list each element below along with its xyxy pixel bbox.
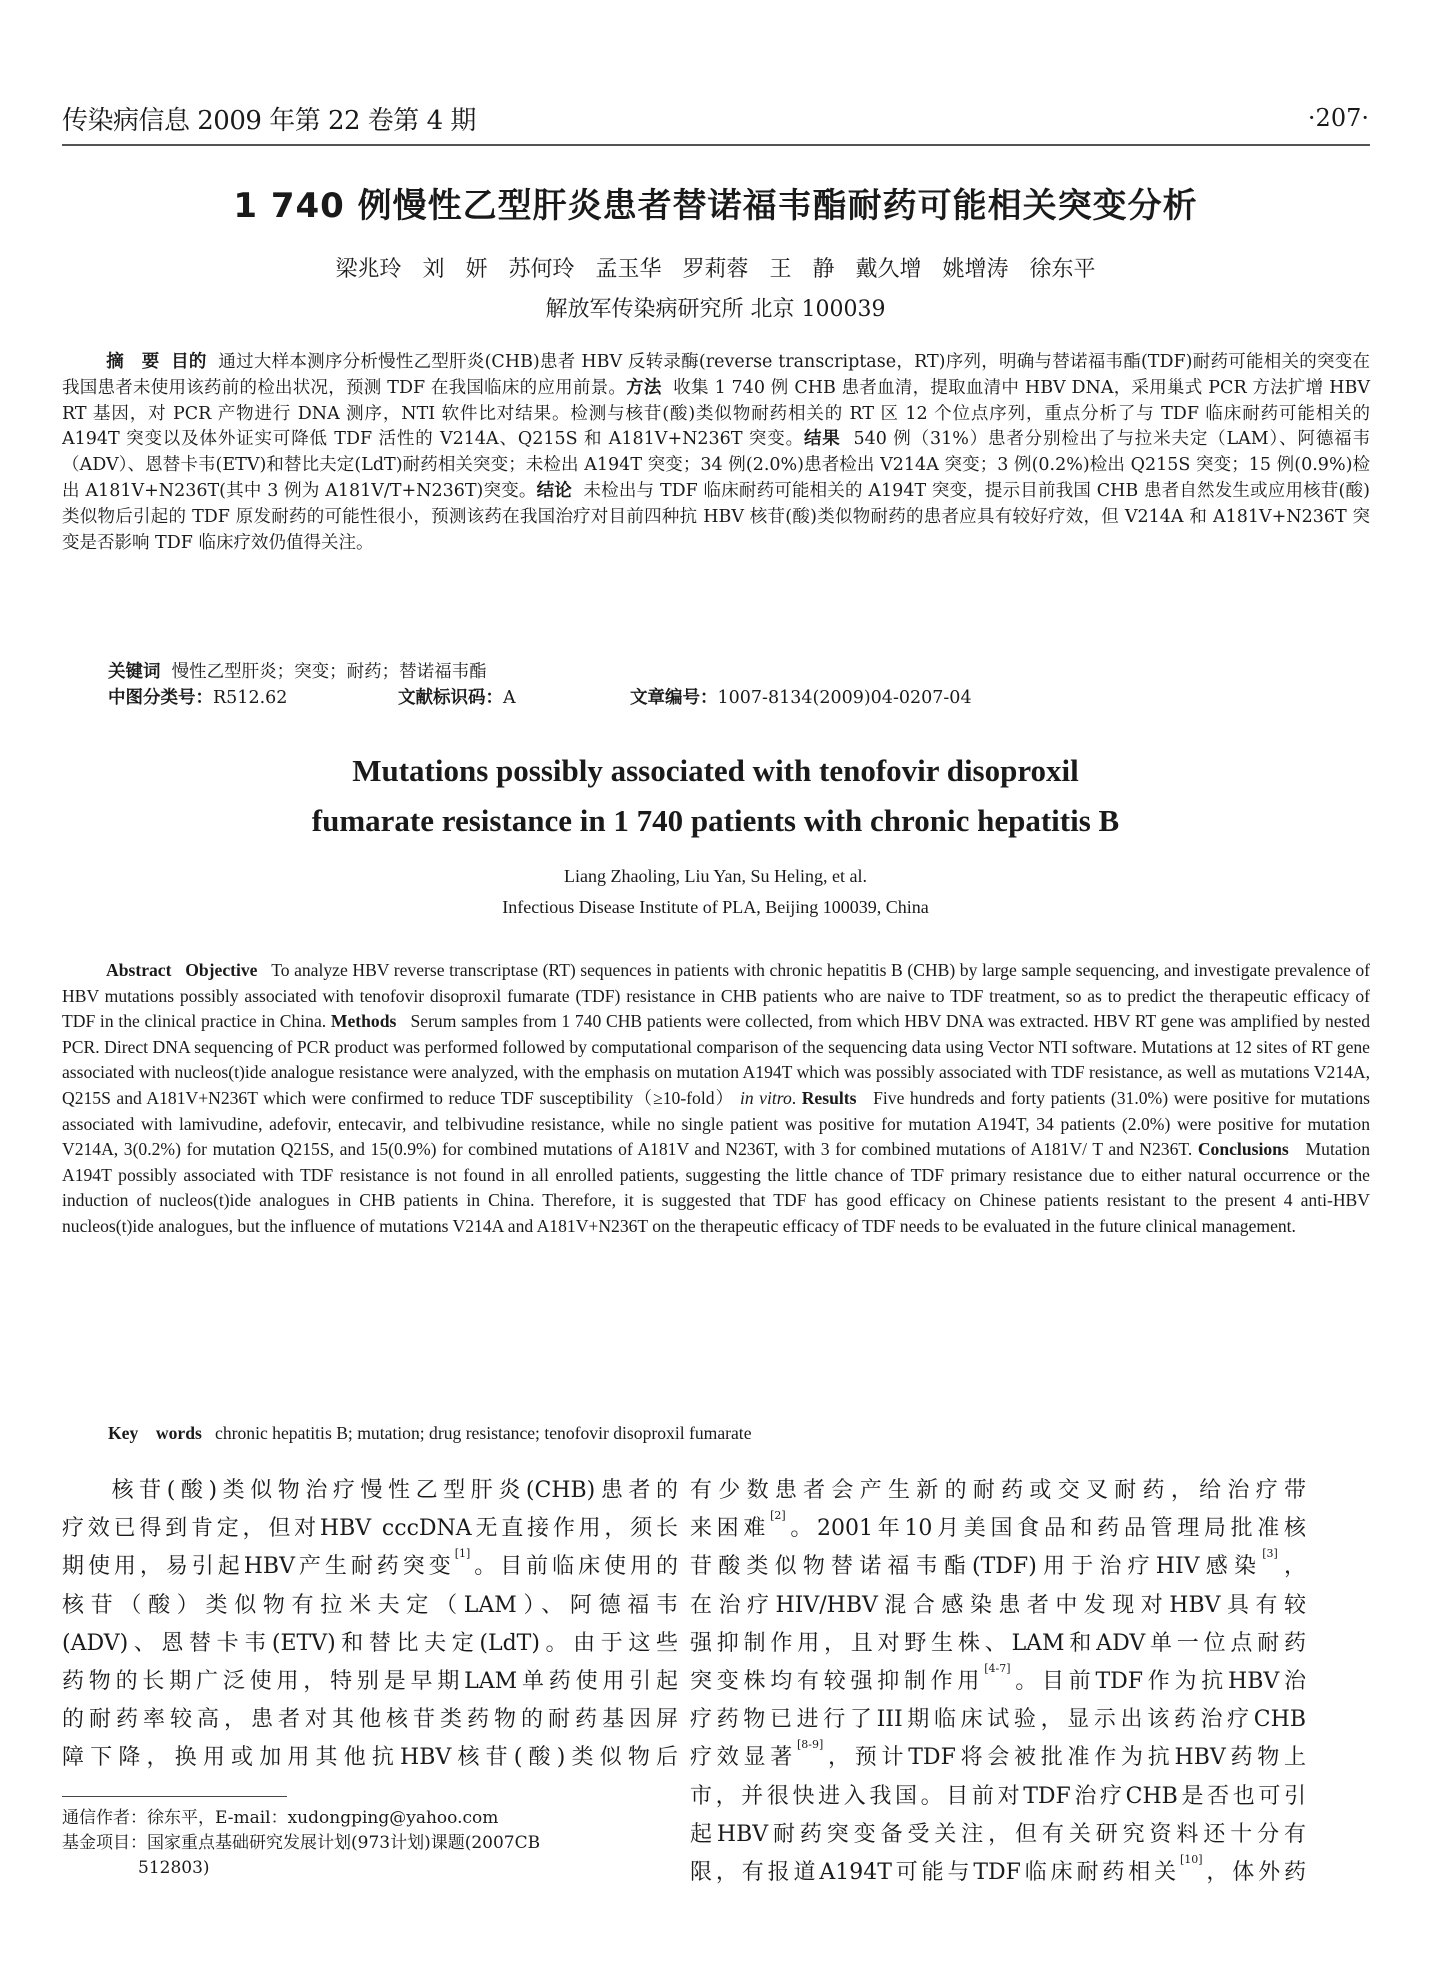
doc-code-value: A — [503, 688, 516, 708]
body-line: 疗效显著[8-9]，预计TDF将会被批准作为抗HBV药物上 — [690, 1738, 1306, 1771]
body-line: 强抑制作用，且对野生株、LAM和ADV单一位点耐药 — [690, 1630, 1306, 1656]
body-line: 起HBV耐药突变备受关注，但有关研究资料还十分有 — [690, 1821, 1306, 1847]
results-label-cn: 结果 — [803, 429, 841, 450]
clc-label: 中图分类号： — [108, 688, 213, 708]
footnote-rule — [62, 1796, 287, 1797]
methods-label-en: Methods — [330, 1011, 397, 1032]
title-en-line-2: fumarate resistance in 1 740 patients with chronic hepatitis B — [311, 803, 1120, 838]
article-no-value: 1007-8134(2009)04-0207-04 — [717, 688, 972, 708]
affiliation-cn: 解放军传染病研究所 北京 100039 — [545, 297, 886, 322]
abstract-cn-label: 摘 要 — [106, 352, 160, 372]
header-rule — [62, 144, 1370, 146]
citation-ref[interactable]: [2] — [770, 1509, 786, 1523]
affiliation-en: Infectious Disease Institute of PLA, Beijing 100039, China — [502, 897, 929, 917]
body-line: 障下降，换用或加用其他抗HBV核苷(酸)类似物后 — [62, 1745, 678, 1771]
funding: 基金项目：国家重点基础研究发展计划(973计划)课题(2007CB — [62, 1833, 541, 1853]
in-vitro-text: in vitro — [739, 1087, 792, 1108]
body-line: 市，并很快进入我国。目前对TDF治疗CHB是否也可引 — [690, 1783, 1306, 1809]
body-line: 的耐药率较高，患者对其他核苷类药物的耐药基因屏 — [62, 1707, 678, 1733]
results-cn: 540 例（31%）患者分别检出了与拉米夫定（LAM）、阿德福韦（ADV）、恩替卡韦(ETV)和替比夫定(LdT)耐药相关突变；未检出 A194T 突变；34 例(2.0%)患者检出 V214A 突变；3 例(0.2%)检出 Q215S 突变；15 例(0.9%)检出 A181V+N236T(其中 3 例为 A181V/T+N236T)突变。 — [62, 429, 1371, 501]
objective-label-en: Objective — [185, 960, 258, 980]
body-line: 突变株均有较强抑制作用[4-7]。目前TDF作为抗HBV治 — [690, 1662, 1306, 1695]
citation-ref[interactable]: [3] — [1262, 1547, 1278, 1561]
conclusions-en: Mutation A194T possibly associated with TDF resistance is not found in all enrolled patients, suggesting the little chance of TDF primary resistance due to either natural occurrence or the induction of nucleos(t)ide analogues in CHB patients in China. Therefore, it is suggested that TDF has good efficacy on Chinese patients resistant to the present 4 anti-HBV nucleos(t)ide analogues, but the influence of mutations V214A and A181V+N236T on the therapeutic efficacy of TDF needs to be evaluated in the future clinical management. — [62, 1139, 1371, 1236]
body-line: 苷酸类似物替诺福韦酯(TDF)用于治疗HIV感染[3]， — [690, 1547, 1306, 1580]
methods-en: Serum samples from 1 740 CHB patients were collected, from which HBV DNA was extracted. HBV RT gene was amplified by nested PCR. Direct DNA sequencing of PCR product was performed followed by computational comparison of the sequencing data using Vector NTI software. Mutations at 12 sites of RT gene associated with nucleos(t)ide analogue resistance were analyzed, with the emphasis on mutation A194T which was possibly associated with TDF resistance, as well as mutations V214A, Q215S and A181V+N236T which were confirmed to reduce TDF susceptibility（≥10-fold） — [62, 1011, 1370, 1108]
keywords-en-label: Key words — [108, 1423, 202, 1443]
keywords-en-value: chronic hepatitis B; mutation; drug resistance; tenofovir disoproxil fumarate — [215, 1423, 752, 1443]
authors-cn: 梁兆玲 刘 妍 苏何玲 孟玉华 罗莉蓉 王 静 戴久增 姚增涛 徐东平 — [335, 257, 1096, 282]
clc-value: R512.62 — [213, 688, 288, 708]
citation-ref[interactable]: [8-9] — [796, 1738, 824, 1752]
footnotes — [62, 1806, 682, 1881]
body-column-right — [690, 1472, 1306, 1892]
methods-en-end: . — [791, 1087, 797, 1108]
body-line: 在治疗HIV/HBV混合感染患者中发现对HBV具有较 — [690, 1592, 1306, 1618]
body-line: 期使用，易引起HBV产生耐药突变[1]。目前临床使用的 — [62, 1547, 678, 1580]
article-title-cn: 1 740 例慢性乙型肝炎患者替诺福韦酯耐药可能相关突变分析 — [233, 186, 1198, 226]
keywords-cn-value: 慢性乙型肝炎；突变；耐药；替诺福韦酯 — [171, 662, 487, 682]
abstract-en — [62, 958, 1370, 1240]
keywords-cn — [108, 658, 487, 683]
citation-ref[interactable]: [10] — [1179, 1853, 1203, 1867]
body-line: 药物的长期广泛使用，特别是早期LAM单药使用引起 — [62, 1669, 678, 1695]
classification-line — [108, 684, 1108, 709]
body-line: 核苷（酸）类似物有拉米夫定（LAM）、阿德福韦 — [62, 1592, 678, 1618]
article-no-label: 文章编号： — [630, 688, 718, 708]
authors-en: Liang Zhaoling, Liu Yan, Su Heling, et al. — [564, 866, 867, 886]
body-line: 限，有报道A194T可能与TDF临床耐药相关[10]，体外药 — [690, 1853, 1306, 1886]
objective-en: To analyze HBV reverse transcriptase (RT) sequences in patients with chronic hepatitis B (CHB) by large sample sequencing, and investigate prevalence of HBV mutations possibly associated with tenofovir disoproxil fumarate (TDF) resistance in CHB patients who are naive to TDF treatment, so as to predict the therapeutic efficacy of TDF in the clinical practice in China. — [62, 960, 1371, 1032]
page-number: ·207· — [1307, 104, 1369, 132]
corresponding-author: 通信作者：徐东平，E-mail：xudongping@yahoo.com — [62, 1808, 499, 1828]
objective-cn: 通过大样本测序分析慢性乙型肝炎(CHB)患者 HBV 反转录酶(reverse transcriptase，RT)序列，明确与替诺福韦酯(TDF)耐药可能相关的突变在我国患者未使用该药前的检出状况，预测 TDF 在我国临床的应用前景。 — [62, 352, 1371, 398]
article-title-en — [0, 746, 1431, 846]
doc-code-label: 文献标识码： — [398, 688, 503, 708]
citation-ref[interactable]: [4-7] — [984, 1662, 1011, 1676]
body-line: 来困难[2]。2001年10月美国食品和药品管理局批准核 — [690, 1509, 1306, 1542]
body-line: (ADV)、恩替卡韦(ETV)和替比夫定(LdT)。由于这些 — [62, 1630, 678, 1656]
conclusion-label-cn: 结论 — [536, 480, 572, 501]
conclusions-label-en: Conclusions — [1197, 1139, 1289, 1160]
methods-label-cn: 方法 — [626, 377, 662, 398]
title-en-line-1: Mutations possibly associated with tenofovir disoproxil — [352, 753, 1079, 788]
body-column-left — [62, 1472, 678, 1778]
keywords-en — [108, 1420, 752, 1445]
abstract-cn — [62, 350, 1370, 556]
citation-ref[interactable]: [1] — [454, 1547, 471, 1561]
funding-continued: 512803) — [138, 1858, 210, 1878]
results-en: Five hundreds and forty patients (31.0%) were positive for mutations associated with lamivudine, adefovir, entecavir, and telbivudine resistance, while no single patient was positive for mutation A194T, 34 patients (2.0%) were positive for mutation V214A, 3(0.2%) for mutation Q215S, and 15(0.9%) for combined mutations of A181V and N236T, with 3 for combined mutations of A181V/ T and N236T. — [62, 1087, 1371, 1160]
keywords-cn-label: 关键词 — [108, 662, 161, 682]
body-line: 有少数患者会产生新的耐药或交叉耐药，给治疗带 — [690, 1478, 1306, 1503]
abstract-en-label: Abstract — [106, 960, 172, 980]
methods-cn: 收集 1 740 例 CHB 患者血清，提取血清中 HBV DNA，采用巢式 PCR 方法扩增 HBV RT 基因，对 PCR 产物进行 DNA 测序，NTI 软件比对结果。检测与核苷(酸)类似物耐药相关的 RT 区 12 个位点序列，重点分析了与 TDF 临床耐药可能相关的 A194T 突变以及体外证实可降低 TDF 活性的 V214A、Q215S 和 A181V+N236T 突变。 — [62, 377, 1371, 450]
objective-label-cn: 目的 — [171, 352, 207, 372]
running-head-journal: 传染病信息 2009 年第 22 卷第 4 期 — [62, 106, 476, 136]
body-line: 核苷(酸)类似物治疗慢性乙型肝炎(CHB)患者的 — [106, 1478, 678, 1503]
body-line: 疗药物已进行了III期临床试验，显示出该药治疗CHB — [690, 1707, 1306, 1733]
body-line: 疗效已得到肯定，但对HBV cccDNA无直接作用，须长 — [62, 1516, 678, 1542]
conclusion-cn: 未检出与 TDF 临床耐药可能相关的 A194T 突变，提示目前我国 CHB 患者自然发生或应用核苷(酸)类似物后引起的 TDF 原发耐药的可能性很小，预测该药在我国治疗对目前四种抗 HBV 核苷(酸)类似物耐药的患者应具有较好疗效，但 V214A 和 A181V+N236T 突变是否影响 TDF 临床疗效仍值得关注。 — [62, 480, 1370, 553]
results-label-en: Results — [801, 1087, 857, 1108]
